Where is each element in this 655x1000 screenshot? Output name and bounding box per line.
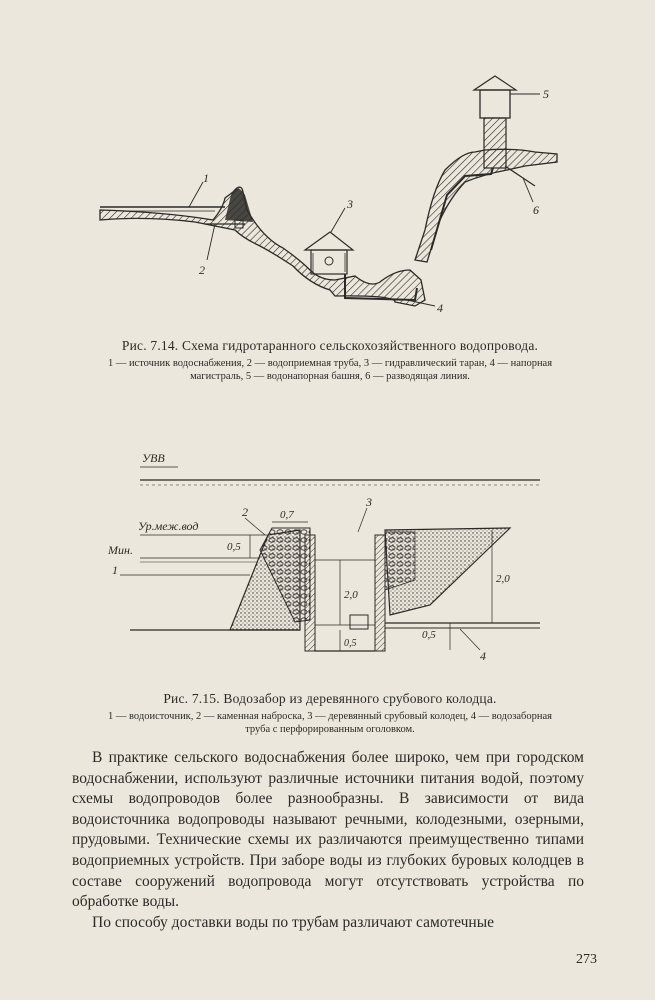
fig2-label-min: Мин. [108,543,133,557]
figure-7-15-legend: 1 — водоисточник, 2 — каменная наброска, 3 — деревянный срубовый колодец, 4 — водозаборная труба с перфорированным оголовком. [108,711,552,735]
fig2-dim-0-5-bottom: 0,5 [344,638,357,649]
fig2-dim-0-5-left: 0,5 [227,541,241,553]
paragraph-1: В практике сельского водоснабжения более широко, чем при городском водоснабжении, используют различные источники питания водой, поэтому схемы водопроводов более разнообразны. В зависимости от вида водоисточника водопроводы называют речными, колодезными, озерными, прудовыми. Технические схемы их различаются преимущественно типами водоприемных устройств. При заборе воды из глубоких буровых колодцев в составе сооружений водопровода могут отсутствовать устройства по обработке воды. [72,749,584,911]
figure-7-15-title: Рис. 7.15. Водозабор из деревянного срубового колодца. [163,691,497,706]
page-number: 273 [576,952,597,967]
fig2-label-ur-mezh-vod: Ур.меж.вод [138,519,199,533]
fig2-label-4: 4 [480,649,486,662]
paragraph-2: По способу доставки воды по трубам различают самотечные [92,913,494,931]
figure-7-15-diagram [100,440,555,662]
fig1-label-2: 2 [199,263,205,277]
fig2-dim-2-0-inner: 2,0 [344,589,358,601]
figure-7-14-legend: 1 — источник водоснабжения, 2 — водоприемная труба, 3 — гидравлический таран, 4 — напорная магистраль, 5 — водонапорная башня, 6 — разводящая линия. [107,358,553,382]
figure-7-14-caption [95,337,565,383]
figure-7-14-title: Рис. 7.14. Схема гидротаранного сельскохозяйственного водопровода. [121,338,539,353]
fig1-label-3: 3 [347,197,353,211]
fig2-dim-2-0-right: 2,0 [496,573,510,585]
fig1-label-6: 6 [533,203,539,217]
fig2-label-uvv: УВВ [142,451,165,465]
fig2-dim-0-7: 0,7 [280,509,294,521]
figure-7-14-diagram [95,70,565,330]
fig2-label-3: 3 [366,495,372,509]
fig2-label-2: 2 [242,505,248,519]
fig2-label-1: 1 [112,563,118,577]
fig1-label-4: 4 [437,301,443,315]
fig1-label-1: 1 [203,171,209,185]
terrain-profile [100,187,425,306]
body-text [72,748,584,933]
fig1-label-5: 5 [543,87,549,101]
fig2-dim-0-5-right: 0,5 [422,629,436,641]
figure-7-15-caption [95,690,565,736]
